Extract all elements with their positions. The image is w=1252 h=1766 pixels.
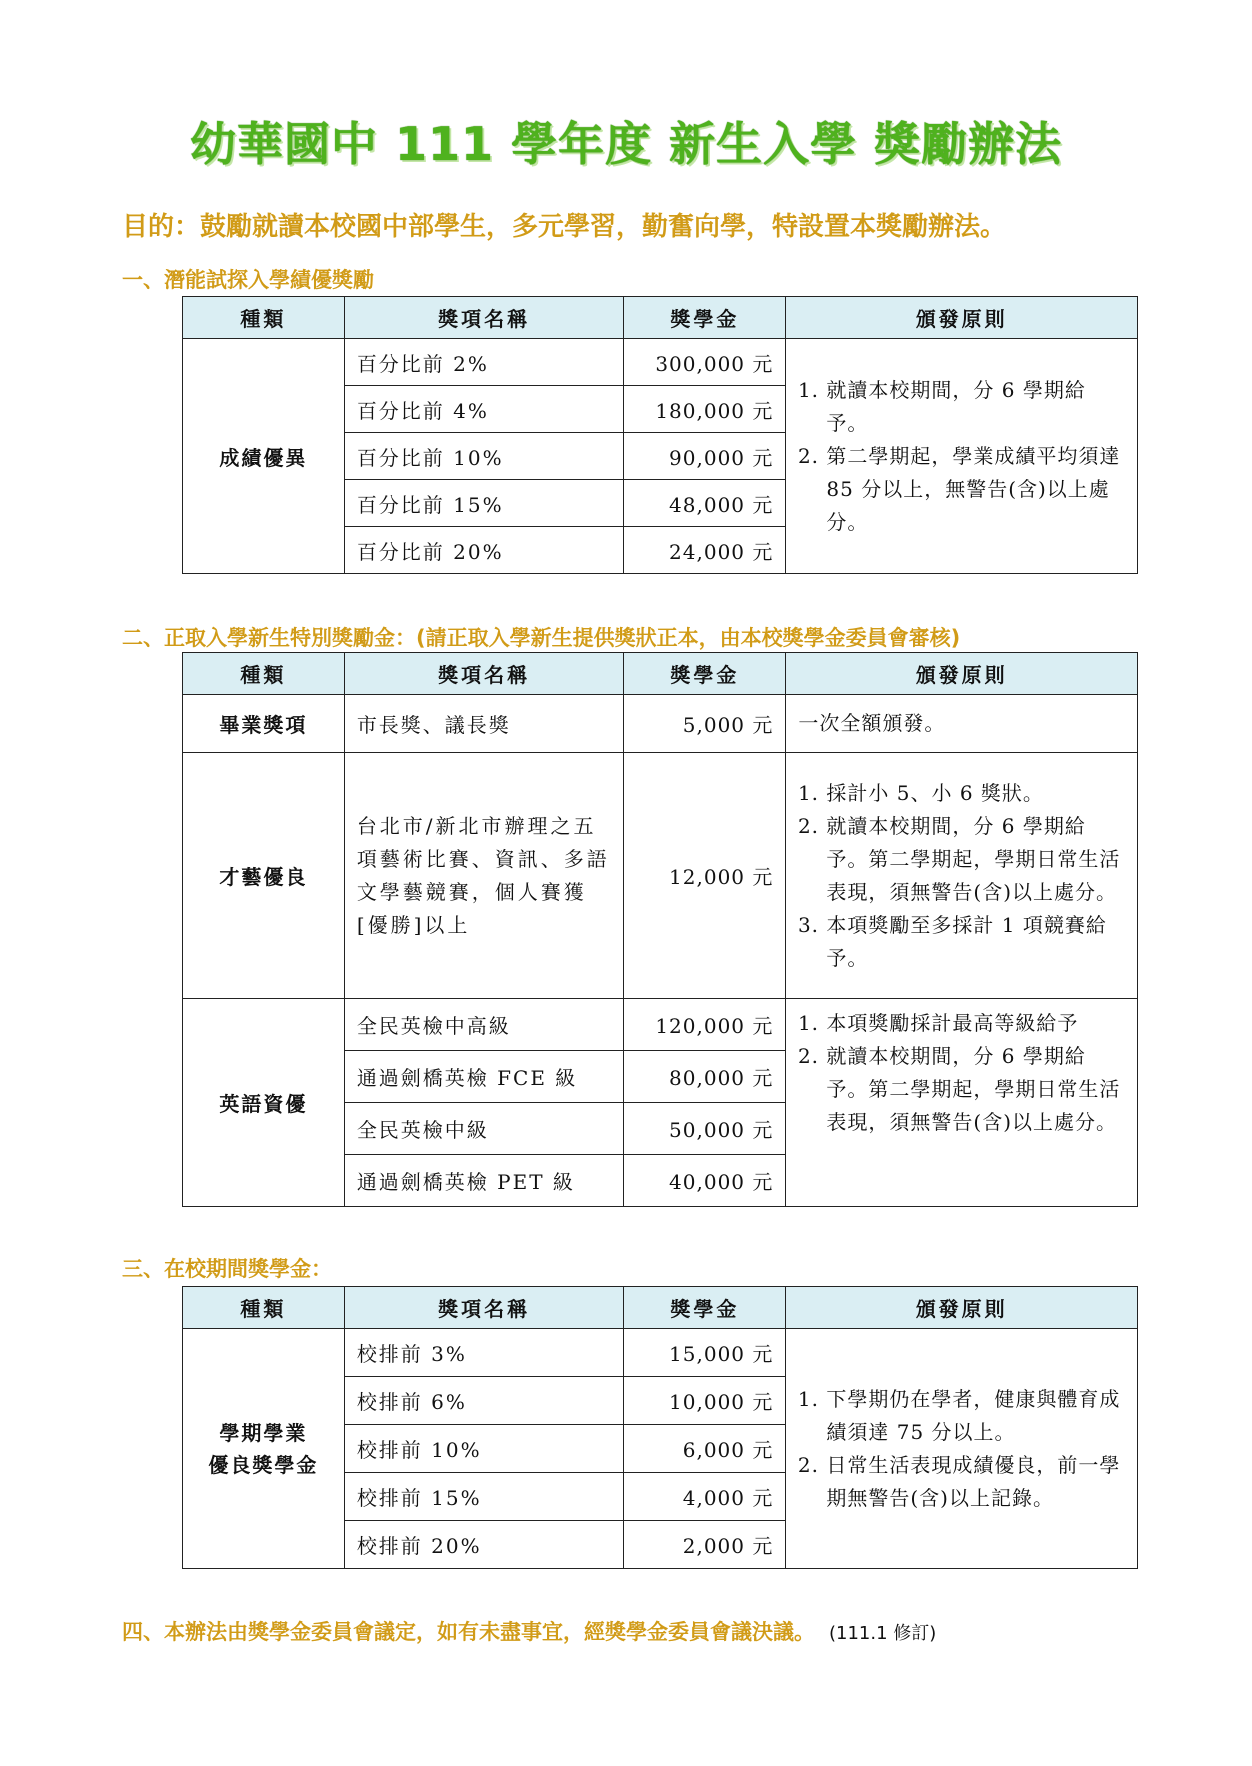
- item-cell: 百分比前 15%: [344, 480, 624, 527]
- revision-note: (111.1 修訂): [829, 1623, 937, 1644]
- rule-item: 3. 本項獎勵至多採計 1 項競賽給予。: [826, 909, 1125, 975]
- header-category: 種類: [183, 1287, 345, 1329]
- amount-cell: 15,000 元: [624, 1329, 786, 1377]
- purpose-statement: 目的：鼓勵就讀本校國中部學生，多元學習，勤奮向學，特設置本獎勵辦法。: [122, 212, 1007, 242]
- header-rule: 頒發原則: [786, 1287, 1138, 1329]
- rule-cell: 一次全額頒發。: [786, 695, 1138, 753]
- header-item: 獎項名稱: [344, 653, 624, 695]
- category-cell: 成績優異: [183, 339, 345, 574]
- category-cell: 英語資優: [183, 999, 345, 1207]
- item-cell: 百分比前 20%: [344, 527, 624, 574]
- item-cell: 百分比前 2%: [344, 339, 624, 386]
- item-cell: 校排前 3%: [344, 1329, 624, 1377]
- rule-item: 2. 第二學期起，學業成績平均須達 85 分以上，無警告(含)以上處分。: [826, 440, 1125, 539]
- header-item: 獎項名稱: [344, 297, 624, 339]
- header-amount: 獎學金: [624, 297, 786, 339]
- table-row: [183, 1329, 1138, 1377]
- category-cell: [183, 1329, 345, 1569]
- table-header-row: [183, 1287, 1138, 1329]
- category-line: 學期學業: [219, 1420, 308, 1445]
- item-cell: 市長獎、議長獎: [344, 695, 624, 753]
- rule-item: 1. 就讀本校期間，分 6 學期給予。: [826, 374, 1125, 440]
- category-cell: 才藝優良: [183, 753, 345, 999]
- amount-cell: 90,000 元: [624, 433, 786, 480]
- section2-heading: 二、正取入學新生特別獎勵金：(請正取入學新生提供獎狀正本，由本校獎學金委員會審核): [122, 626, 961, 650]
- header-amount: 獎學金: [624, 653, 786, 695]
- amount-cell: 300,000 元: [624, 339, 786, 386]
- amount-cell: 180,000 元: [624, 386, 786, 433]
- amount-cell: 80,000 元: [624, 1051, 786, 1103]
- header-category: 種類: [183, 297, 345, 339]
- table-row: [183, 695, 1138, 753]
- section2-table: [182, 652, 1138, 1207]
- section1-table: [182, 296, 1138, 574]
- rule-cell: [786, 753, 1138, 999]
- amount-cell: 4,000 元: [624, 1473, 786, 1521]
- amount-cell: 24,000 元: [624, 527, 786, 574]
- amount-cell: 40,000 元: [624, 1155, 786, 1207]
- item-cell: 校排前 20%: [344, 1521, 624, 1569]
- category-cell: 畢業獎項: [183, 695, 345, 753]
- header-item: 獎項名稱: [344, 1287, 624, 1329]
- page-title: 幼華國中 111 學年度 新生入學 獎勵辦法: [189, 117, 1063, 171]
- amount-cell: 12,000 元: [624, 753, 786, 999]
- item-cell: 通過劍橋英檢 PET 級: [344, 1155, 624, 1207]
- amount-cell: 5,000 元: [624, 695, 786, 753]
- header-category: 種類: [183, 653, 345, 695]
- item-cell: 校排前 15%: [344, 1473, 624, 1521]
- rule-item: 1. 本項獎勵採計最高等級給予: [826, 1007, 1125, 1040]
- table-header-row: [183, 297, 1138, 339]
- amount-cell: 2,000 元: [624, 1521, 786, 1569]
- rule-cell: [786, 999, 1138, 1207]
- header-rule: 頒發原則: [786, 653, 1138, 695]
- header-rule: 頒發原則: [786, 297, 1138, 339]
- item-cell: 全民英檢中高級: [344, 999, 624, 1051]
- table-row: [183, 339, 1138, 386]
- amount-cell: 6,000 元: [624, 1425, 786, 1473]
- section3-table: [182, 1286, 1138, 1569]
- item-cell: 百分比前 4%: [344, 386, 624, 433]
- section3-heading: 三、在校期間獎學金：: [122, 1257, 332, 1281]
- item-cell: 通過劍橋英檢 FCE 級: [344, 1051, 624, 1103]
- rule-item: 1. 採計小 5、小 6 獎狀。: [826, 777, 1125, 810]
- item-cell: 全民英檢中級: [344, 1103, 624, 1155]
- item-cell: 台北市/新北市辦理之五項藝術比賽、資訊、多語文學藝競賽，個人賽獲[優勝]以上: [344, 753, 624, 999]
- rule-item: 1. 下學期仍在學者，健康與體育成績須達 75 分以上。: [826, 1383, 1125, 1449]
- table-row: [183, 999, 1138, 1051]
- amount-cell: 10,000 元: [624, 1377, 786, 1425]
- rule-item: 2. 就讀本校期間，分 6 學期給予。第二學期起，學期日常生活表現，須無警告(含)以上處分。: [826, 1040, 1125, 1139]
- section4-text: 四、本辦法由獎學金委員會議定，如有未盡事宜，經獎學金委員會議決議。: [122, 1620, 815, 1644]
- header-amount: 獎學金: [624, 1287, 786, 1329]
- section1-heading: 一、潛能試探入學績優獎勵: [122, 268, 374, 292]
- amount-cell: 48,000 元: [624, 480, 786, 527]
- category-line: 優良獎學金: [208, 1452, 319, 1477]
- amount-cell: 50,000 元: [624, 1103, 786, 1155]
- rule-item: 2. 就讀本校期間，分 6 學期給予。第二學期起，學期日常生活表現，須無警告(含)以上處分。: [826, 810, 1125, 909]
- amount-cell: 120,000 元: [624, 999, 786, 1051]
- item-cell: 校排前 6%: [344, 1377, 624, 1425]
- section4-statement: [122, 1616, 936, 1646]
- item-cell: 百分比前 10%: [344, 433, 624, 480]
- item-cell: 校排前 10%: [344, 1425, 624, 1473]
- rule-cell: [786, 339, 1138, 574]
- rule-item: 2. 日常生活表現成績優良，前一學期無警告(含)以上記錄。: [826, 1449, 1125, 1515]
- table-row: [183, 753, 1138, 999]
- rule-cell: [786, 1329, 1138, 1569]
- table-header-row: [183, 653, 1138, 695]
